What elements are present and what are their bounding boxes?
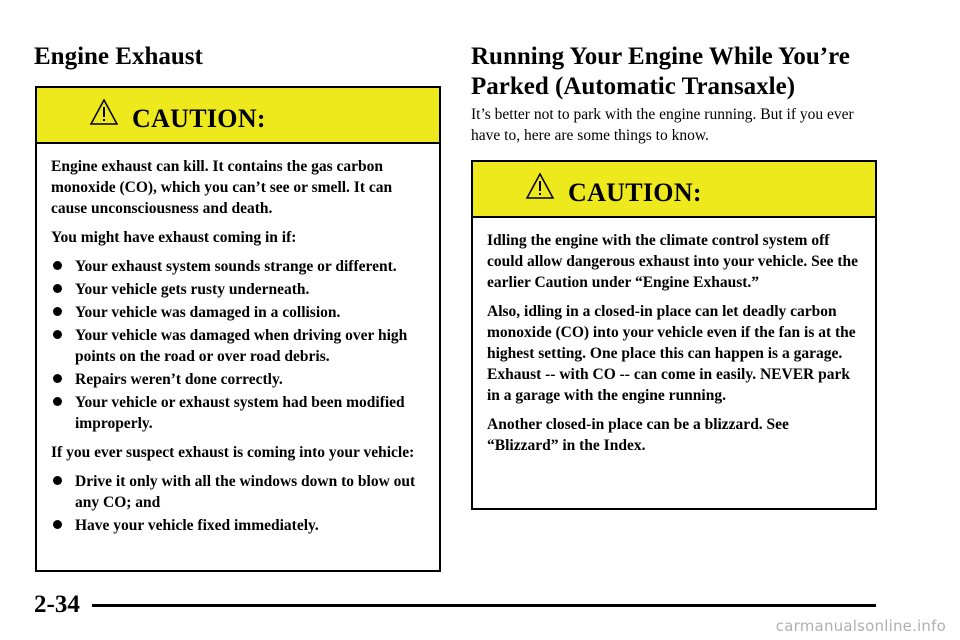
intro-paragraph: It’s better not to park with the engine running. But if you ever have to, here are some things to know. (471, 106, 854, 144)
bullet-icon (53, 476, 62, 485)
list-item-text: Your vehicle was damaged when driving over high points on the road or over road debris. (75, 327, 408, 365)
bullet-icon (53, 330, 62, 339)
footer-rule (92, 604, 876, 607)
list-item-text: Your vehicle gets rusty underneath. (75, 281, 310, 298)
list-item (51, 515, 425, 536)
list-item (51, 325, 425, 367)
caution-body (473, 218, 875, 456)
bullet-icon (53, 284, 62, 293)
list-item-text: Repairs weren’t done correctly. (75, 371, 283, 388)
caution-paragraph: You might have exhaust coming in if: (51, 229, 297, 246)
caution-paragraph: Engine exhaust can kill. It contains the gas carbon monoxide (CO), which you can’t see or smell. It can cause unconsciousness and death. (51, 158, 393, 217)
bullet-icon (53, 397, 62, 406)
list-item (51, 302, 425, 323)
warning-triangle-icon (525, 172, 555, 200)
caution-paragraph: Idling the engine with the climate control system off could allow dangerous exhaust into your vehicle. See the earlier Caution under “Engine Exhaust.” (487, 232, 859, 291)
warning-triangle-icon (89, 98, 119, 126)
section-title-engine-exhaust: Engine Exhaust (34, 43, 203, 70)
caution-body (37, 144, 439, 536)
list-item-text: Your exhaust system sounds strange or different. (75, 258, 397, 275)
list-item (51, 369, 425, 390)
bullet-icon (53, 261, 62, 270)
caution-paragraph: Another closed-in place can be a blizzard. See “Blizzard” in the Index. (487, 416, 789, 454)
caution-label: CAUTION: (568, 178, 702, 207)
caution-label: CAUTION: (132, 104, 266, 133)
caution-paragraph: If you ever suspect exhaust is coming into your vehicle: (51, 444, 415, 461)
list-item (51, 471, 425, 513)
bullet-icon (53, 520, 62, 529)
list-item (51, 279, 425, 300)
caution-box-engine-exhaust (35, 86, 441, 572)
list-item-text: Drive it only with all the windows down to blow out any CO; and (75, 473, 416, 511)
section-title-running-engine-parked: Running Your Engine While You’re Parked (Automatic Transaxle) (471, 43, 850, 100)
bullet-list (51, 256, 425, 434)
caution-paragraph: Also, idling in a closed-in place can let deadly carbon monoxide (CO) into your vehicle even if the fan is at the highest setting. One place this can happen is a garage. Exhaust -- with CO -- can come in easily. NEVER park in a garage with the engine running. (487, 303, 856, 404)
list-item (51, 392, 425, 434)
list-item (51, 256, 425, 277)
watermark: carmanualsonline.info (775, 617, 946, 635)
caution-box-idling (471, 160, 877, 510)
list-item-text: Your vehicle was damaged in a collision. (75, 304, 341, 321)
page-number: 2-34 (34, 591, 80, 618)
bullet-icon (53, 374, 62, 383)
caution-header (473, 162, 875, 218)
bullet-icon (53, 307, 62, 316)
list-item-text: Your vehicle or exhaust system had been modified improperly. (75, 394, 405, 432)
bullet-list (51, 471, 425, 536)
list-item-text: Have your vehicle fixed immediately. (75, 517, 319, 534)
caution-header (37, 88, 439, 144)
